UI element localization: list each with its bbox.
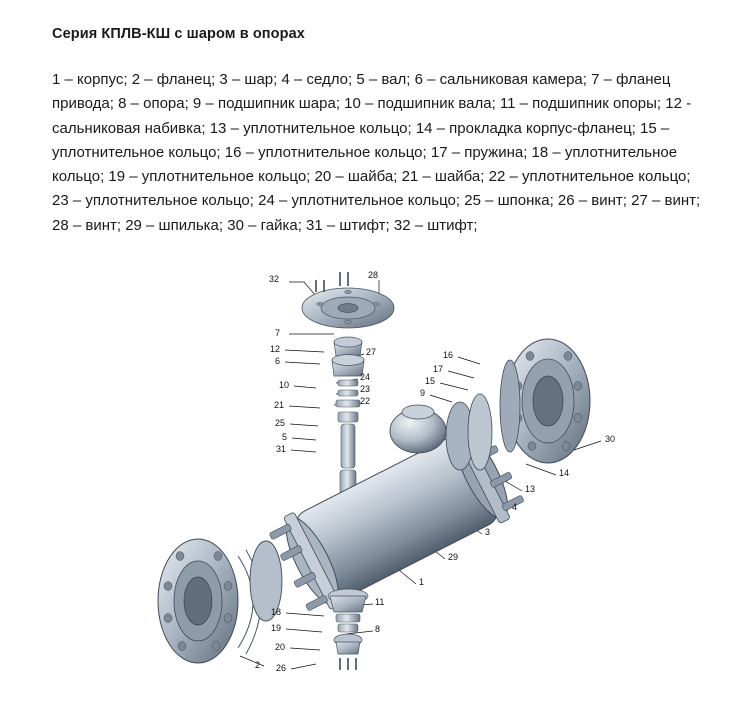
- callout-label: 12: [269, 344, 280, 355]
- callout-label: 24: [360, 372, 371, 383]
- callout-label: 22: [360, 396, 371, 407]
- callout-label: 25: [274, 418, 285, 429]
- callout-label: 26: [275, 663, 286, 674]
- callout-label: 28: [367, 270, 379, 281]
- callout-label: 21: [273, 400, 284, 411]
- callout-label: 10: [278, 380, 289, 391]
- callout-label: 20: [274, 642, 285, 653]
- exploded-valve-diagram: [48, 256, 748, 686]
- callout-label: 9: [419, 388, 425, 399]
- valve-assembly-graphic: [158, 272, 590, 670]
- callout-label: 18: [270, 607, 281, 618]
- callout-label: 27: [366, 347, 377, 358]
- callout-label: 11: [375, 597, 385, 608]
- callout-label: 16: [442, 350, 453, 361]
- callout-label: 7: [274, 328, 280, 339]
- callout-label: 13: [525, 484, 536, 495]
- callout-label: 3: [485, 527, 491, 538]
- callout-label: 31: [275, 444, 286, 455]
- callout-label: 14: [559, 468, 570, 479]
- callout-label: 5: [281, 432, 287, 443]
- callout-label: 29: [448, 552, 459, 563]
- callout-label: 1: [419, 577, 425, 588]
- callout-label: 23: [360, 384, 371, 395]
- parts-legend: 1 – корпус; 2 – фланец; 3 – шар; 4 – седло; 5 – вал; 6 – сальниковая камера; 7 – фланец привода; 8 – опора; 9 – подшипник шара; 10 – подшипник вала; 11 – подшипник опоры; 12 - сальниковая набивка; 13 – уплотнительное кольцо; 14 – прокладка корпус-фланец; 15 – уплотнительное кольцо; 16 – уплотнительное кольцо; 17 – пружина; 18 – уплотнительное кольцо; 19 – уплотнительное кольцо; 20 – шайба; 21 – шайба; 22 – уплотнительное кольцо; 23 – уплотнительное кольцо; 24 – уплотнительное кольцо; 25 – шпонка; 26 – винт; 27 – винт; 28 – винт; 29 – шпилька; 30 – гайка; 31 – штифт; 32 – штифт;: [52, 71, 701, 234]
- callout-label: 30: [605, 434, 616, 445]
- figure-container: [48, 256, 748, 686]
- callout-label: 2: [254, 660, 260, 671]
- callout-label: 15: [424, 376, 435, 387]
- page-title: Серия КПЛВ-КШ с шаром в опорах: [52, 26, 305, 42]
- callout-label: 8: [375, 624, 381, 635]
- callout-label: 19: [270, 623, 281, 634]
- callout-label: 32: [268, 274, 279, 285]
- callout-label: 6: [274, 356, 280, 367]
- callout-label: 4: [512, 502, 518, 513]
- callout-label: 17: [432, 364, 443, 375]
